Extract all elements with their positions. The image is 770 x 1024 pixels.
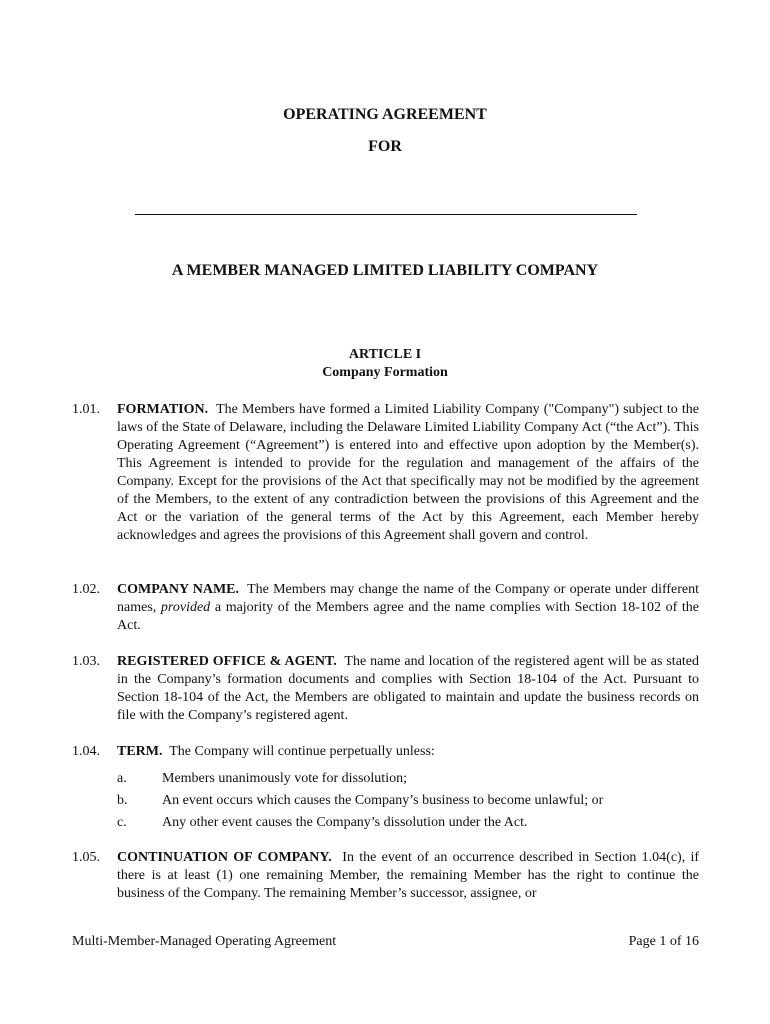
section-heading: COMPANY NAME.: [117, 582, 239, 597]
section-1-05: [72, 849, 699, 903]
list-item: [117, 770, 699, 792]
section-text: The Members have formed a Limited Liability Company ("Company") subject to the laws of the State of Delaware, including the Delaware Limited Liability Company Act (“the Act”). This Operating Agreement (“Agreement”) is entered into and effective upon adoption by the Member(s). This Agreement is intended to provide for the regulation and management of the affairs of the Company. Except for the provisions of the Act that specifically may not be modified by the agreement of the Members, to the extent of any contradiction between the provisions of this Agreement and the Act or the variation of the general terms of the Act by this Agreement, each Member hereby acknowledges and agrees the provisions of this Agreement shall govern and control.: [117, 402, 699, 543]
section-heading: REGISTERED OFFICE & AGENT.: [117, 654, 337, 669]
section-heading: TERM.: [117, 744, 163, 759]
list-item-text: Members unanimously vote for dissolution;: [162, 771, 407, 786]
section-heading: CONTINUATION OF COMPANY.: [117, 850, 332, 865]
section-text: In the event of an occurrence described in Section 1.04(c), if there is at least (1) one remaining Member, the remaining Member has the right to continue the business of the Company. The remaining Member’s successor, assignee, or: [117, 850, 700, 901]
section-body: [117, 653, 699, 725]
section-text: The name and location of the registered agent will be as stated in the Company’s formation documents and complies with Section 18-104 of the Act. Pursuant to Section 18-104 of the Act, the Members are obligated to maintain and update the business records on file with the Company’s registered agent.: [117, 654, 700, 723]
article-heading: ARTICLE I: [348, 347, 422, 362]
section-body: [117, 743, 699, 761]
section-number: 1.01.: [72, 402, 100, 417]
section-text: a majority of the Members agree and the name complies with Section 18-102 of the Act.: [117, 600, 700, 633]
list-item-letter: b.: [117, 793, 128, 808]
section-text: The Company will continue perpetually unless:: [169, 744, 435, 759]
section-text-italic: provided: [160, 600, 211, 615]
section-number: 1.02.: [72, 582, 100, 597]
section-body: [117, 401, 699, 545]
list-item-text: An event occurs which causes the Company’s business to become unlawful; or: [162, 793, 604, 808]
document-title: OPERATING AGREEMENT: [283, 106, 487, 123]
footer-page-number: Page 1 of 16: [628, 934, 699, 949]
section-1-04: [72, 743, 699, 761]
document-title-for: FOR: [368, 138, 402, 155]
section-1-03: [72, 653, 699, 725]
list-item-letter: a.: [117, 771, 127, 786]
list-item-text: Any other event causes the Company’s dissolution under the Act.: [162, 815, 528, 830]
section-number: 1.03.: [72, 654, 100, 669]
section-body: [117, 849, 699, 903]
footer-document-name: Multi-Member-Managed Operating Agreement: [72, 934, 337, 949]
list-item-letter: c.: [117, 815, 127, 830]
company-name-blank-line: [135, 214, 637, 215]
section-number: 1.04.: [72, 744, 100, 759]
list-item: [117, 814, 699, 836]
section-1-01: [72, 401, 699, 545]
document-subtitle: A MEMBER MANAGED LIMITED LIABILITY COMPANY: [171, 262, 599, 279]
term-conditions-list: [117, 770, 699, 836]
section-text: The Members may change the name of the Company or operate under different names,: [117, 582, 700, 615]
section-1-02: [72, 581, 699, 635]
section-heading: FORMATION.: [117, 402, 209, 417]
list-item: [117, 792, 699, 814]
section-body: [117, 581, 699, 635]
section-number: 1.05.: [72, 850, 100, 865]
article-subheading: Company Formation: [322, 365, 448, 380]
